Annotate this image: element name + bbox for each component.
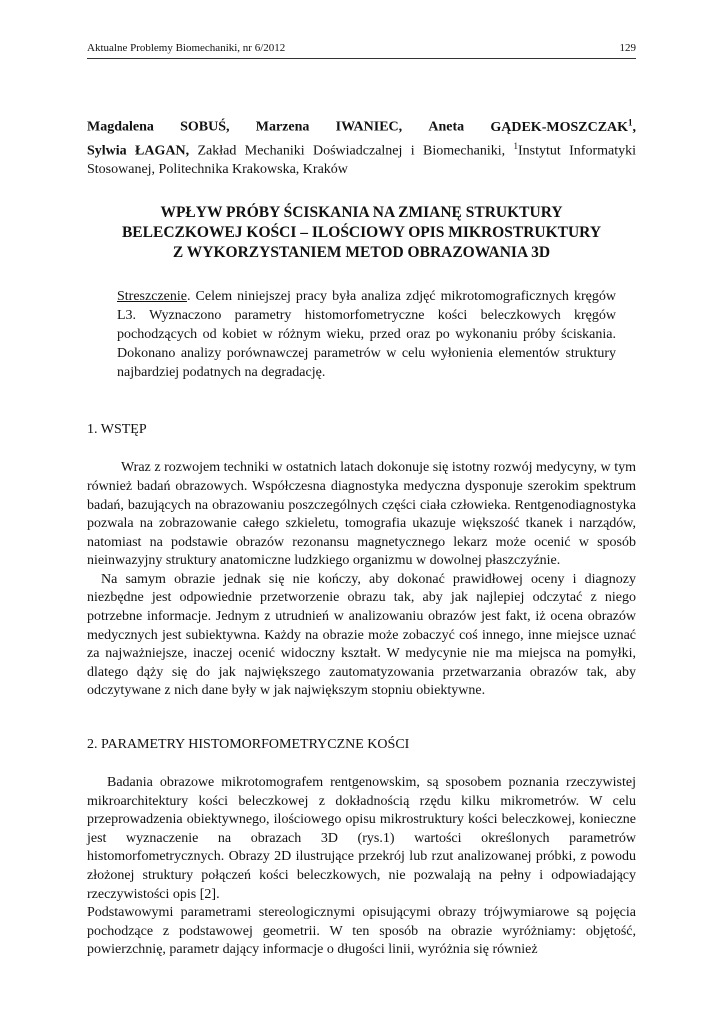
affiliation-2: Instytut Informatyki Stosowanej, Politechnika Krakowska, Kraków bbox=[87, 143, 637, 178]
page-content bbox=[87, 113, 636, 960]
abstract bbox=[117, 287, 616, 382]
author-3-first: Aneta bbox=[428, 119, 465, 135]
title-line-1: WPŁYW PRÓBY ŚCISKANIA NA ZMIANĘ STRUKTURY bbox=[160, 204, 563, 222]
author-4: Sylwia ŁAGAN, bbox=[87, 143, 190, 159]
running-header bbox=[87, 40, 636, 59]
author-block bbox=[87, 113, 636, 179]
journal-name: Aktualne Problemy Biomechaniki, nr 6/2012 bbox=[87, 42, 286, 54]
affiliation-1: Zakład Mechaniki Doświadczalnej i Biomechaniki, bbox=[189, 143, 514, 159]
page-number: 129 bbox=[619, 42, 636, 54]
title-line-3: Z WYKORZYSTANIEM METOD OBRAZOWANIA 3D bbox=[172, 244, 551, 262]
author-2-last: IWANIEC, bbox=[335, 119, 403, 135]
author-2-first: Marzena bbox=[255, 119, 310, 135]
author-1-first: Magdalena bbox=[87, 119, 154, 135]
section-2-paragraph-2: Podstawowymi parametrami stereologicznymi opisującymi obrazy trójwymiarowe są pojęcia pochodzące z podstawowej geometrii. W ten sposób na obrazie wyróżniamy: objętość, powierzchnię, parametr dający informacje o długości linii, wyróżnia się również bbox=[87, 905, 636, 958]
author-3-last: GĄDEK-MOSZCZAK bbox=[490, 119, 629, 135]
section-1-paragraph-1: Wraz z rozwojem techniki w ostatnich latach dokonuje się istotny rozwój medycyny, w tym również badań obrazowych. Współczesna diagnostyka medyczna dysponuje szerokim spektrum badań, bazujących na obrazowaniu poszczególnych części ciała człowieka. Rentgenodiagnostyka pozwala na zobrazowanie całego szkieletu, tomografia ukazuje większość tkanek i narządów, natomiast na podstawie obrazów rezonansu magnetycznego lekarz może ocenić w sposób nieinwazyjny struktury anatomiczne ludzkiego organizmu w dowolnej płaszczyźnie. bbox=[87, 460, 636, 569]
title-line-2: BELECZKOWEJ KOŚCI – ILOŚCIOWY OPIS MIKROSTRUKTURY bbox=[121, 224, 602, 242]
section-2-heading: 2. PARAMETRY HISTOMORFOMETRYCZNE KOŚCI bbox=[87, 737, 410, 753]
paper-title bbox=[87, 203, 636, 263]
abstract-text: . Celem niniejszej pracy była analiza zdjęć mikrotomograficznych kręgów L3. Wyznaczono parametry histomorfometryczne kości beleczkowych kręgów pochodzących od kobiet w różnym wieku, przed oraz po wykonaniu próby ściskania. Dokonano analizy porównawczej parametrów w celu wyłonienia elementów struktury najbardziej podatnych na degradację. bbox=[117, 289, 616, 381]
section-1-paragraph-2: Na samym obrazie jednak się nie kończy, aby dokonać prawidłowej oceny i diagnozy niezbędne jest odpowiednie przetworzenie obrazu tak, aby jak najlepiej odczytać z niego potrzebne informacje. Jednym z utrudnień w analizowaniu obrazów jest fakt, iż ocena obrazów medycznych jest subiektywna. Każdy na obrazie może zobaczyć coś innego, inne miejsce uznać za najważniejsze, inaczej ocenić widoczny kształt. W medycynie nie ma miejsca na pomyłki, dlatego dąży się do jak największego zautomatyzowania przetwarzania obrazów tak, aby odczytywane z nich dane były w jak największym stopniu obiektywne. bbox=[87, 571, 636, 699]
author-3-affil-mark: 1 bbox=[628, 117, 633, 127]
author-3-comma: , bbox=[632, 119, 637, 135]
section-2-paragraph-1: Badania obrazowe mikrotomografem rentgenowskim, są sposobem poznania rzeczywistej mikroarchitektury kości beleczkowej z dokładnością rzędu kilku mikrometrów. W celu przeprowadzenia obiektywnego, ilościowego opisu mikrostruktury kości beleczkowej, konieczne jest wyznaczenie na obrazach 3D (rys.1) wartości określonych parametrów histomorfometrycznych. Obrazy 2D ilustrujące przekrój lub rzut analizowanej próbki, z powodu złożonej struktury połączeń kości beleczkowych, nie pozwalają na pełny i odpowiadający rzeczywistości opis [2]. bbox=[87, 775, 636, 902]
abstract-label: Streszczenie bbox=[117, 289, 187, 305]
section-1-heading: 1. WSTĘP bbox=[87, 422, 147, 438]
affiliation-mark: 1 bbox=[513, 140, 518, 151]
author-1-last: SOBUŚ, bbox=[180, 119, 230, 135]
